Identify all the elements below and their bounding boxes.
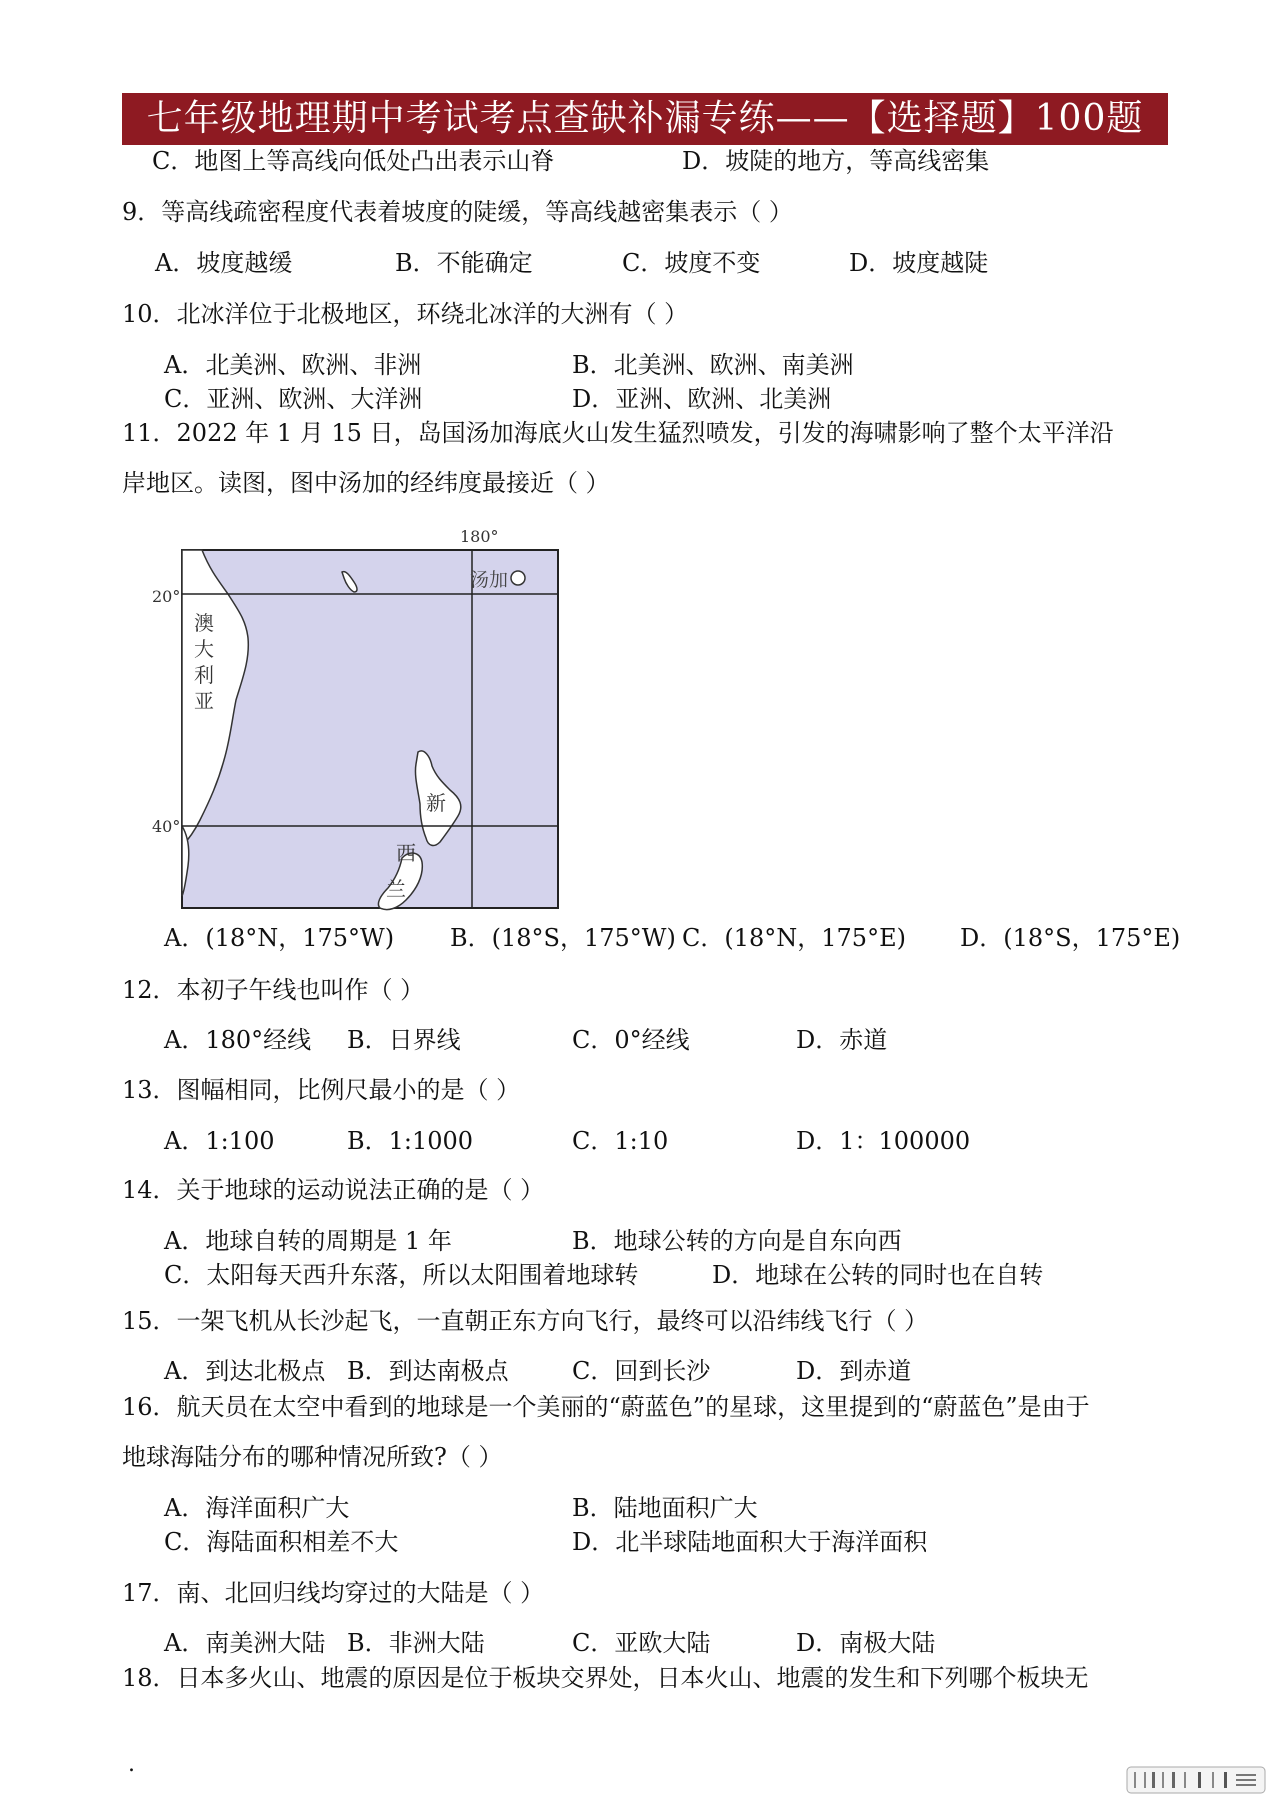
q12-option-a: A．180°经线 bbox=[164, 1026, 312, 1054]
label-australia-1: 澳 bbox=[194, 611, 214, 635]
q17-option-d: D．南极大陆 bbox=[796, 1629, 936, 1657]
tonga-island-marker bbox=[511, 571, 525, 585]
q16-option-a: A．海洋面积广大 bbox=[164, 1494, 350, 1522]
page-title-banner: 七年级地理期中考试考点查缺补漏专练——【选择题】100题 bbox=[122, 93, 1168, 145]
q15-option-c: C．回到长沙 bbox=[572, 1357, 711, 1385]
q10-option-c: C．亚洲、欧洲、大洋洲 bbox=[164, 385, 423, 413]
q17-option-b: B．非洲大陆 bbox=[347, 1629, 485, 1657]
q14-option-c: C．太阳每天西升东落，所以太阳围着地球转 bbox=[164, 1261, 639, 1289]
label-20: 20° bbox=[152, 587, 181, 606]
label-40: 40° bbox=[152, 817, 181, 836]
q13-option-c: C．1:10 bbox=[572, 1127, 669, 1155]
label-new-zealand-3: 兰 bbox=[386, 877, 406, 901]
q10-option-a: A．北美洲、欧洲、非洲 bbox=[164, 351, 422, 379]
label-australia-4: 亚 bbox=[194, 689, 214, 713]
q11-option-c: C．(18°N，175°E) bbox=[682, 924, 906, 952]
q16-stem-line2: 地球海陆分布的哪种情况所致?（ ） bbox=[122, 1443, 503, 1471]
q16-option-b: B．陆地面积广大 bbox=[572, 1494, 758, 1522]
q10-option-d: D．亚洲、欧洲、北美洲 bbox=[572, 385, 832, 413]
q13-stem: 13．图幅相同，比例尺最小的是（ ） bbox=[122, 1076, 521, 1104]
q10-option-b: B．北美洲、欧洲、南美洲 bbox=[572, 351, 854, 379]
q13-option-a: A．1:100 bbox=[164, 1127, 275, 1155]
q17-stem: 17．南、北回归线均穿过的大陆是（ ） bbox=[122, 1579, 545, 1607]
q17-option-a: A．南美洲大陆 bbox=[164, 1629, 326, 1657]
q9-option-b: B．不能确定 bbox=[395, 249, 533, 277]
label-180: 180° bbox=[460, 527, 499, 546]
q15-option-b: B．到达南极点 bbox=[347, 1357, 509, 1385]
q9-stem: 9．等高线疏密程度代表着坡度的陡缓，等高线越密集表示（ ） bbox=[122, 198, 793, 226]
map-ocean bbox=[182, 550, 558, 908]
label-new-zealand-1: 新 bbox=[426, 791, 446, 815]
footer-dot: . bbox=[128, 1752, 135, 1777]
q15-option-d: D．到赤道 bbox=[796, 1357, 912, 1385]
q18-stem: 18．日本多火山、地震的原因是位于板块交界处，日本火山、地震的发生和下列哪个板块无 bbox=[122, 1664, 1089, 1692]
q9-option-a: A．坡度越缓 bbox=[155, 249, 293, 277]
tonga-location-map bbox=[150, 520, 570, 920]
page-scroll-indicator-icon[interactable] bbox=[1126, 1766, 1266, 1794]
q9-option-d: D．坡度越陡 bbox=[849, 249, 989, 277]
q8-option-c: C．地图上等高线向低处凸出表示山脊 bbox=[152, 147, 555, 175]
q15-stem: 15．一架飞机从长沙起飞，一直朝正东方向飞行，最终可以沿纬线飞行（ ） bbox=[122, 1307, 929, 1335]
q11-stem-line2: 岸地区。读图，图中汤加的经纬度最接近（ ） bbox=[122, 469, 610, 497]
q13-option-b: B．1:1000 bbox=[347, 1127, 474, 1155]
q14-stem: 14．关于地球的运动说法正确的是（ ） bbox=[122, 1176, 545, 1204]
q15-option-a: A．到达北极点 bbox=[164, 1357, 326, 1385]
label-australia-2: 大 bbox=[194, 637, 214, 661]
q14-option-a: A．地球自转的周期是 1 年 bbox=[164, 1227, 452, 1255]
q13-option-d: D．1：100000 bbox=[796, 1127, 971, 1155]
q17-option-c: C．亚欧大陆 bbox=[572, 1629, 711, 1657]
q12-option-d: D．赤道 bbox=[796, 1026, 888, 1054]
q11-option-b: B．(18°S，175°W) bbox=[450, 924, 676, 952]
q8-option-d: D．坡陡的地方，等高线密集 bbox=[682, 147, 990, 175]
label-australia-3: 利 bbox=[194, 663, 214, 687]
q12-stem: 12．本初子午线也叫作（ ） bbox=[122, 976, 425, 1004]
q11-option-d: D．(18°S，175°E) bbox=[960, 924, 1181, 952]
q10-stem: 10．北冰洋位于北极地区，环绕北冰洋的大洲有（ ） bbox=[122, 300, 689, 328]
q14-option-b: B．地球公转的方向是自东向西 bbox=[572, 1227, 902, 1255]
q12-option-b: B．日界线 bbox=[347, 1026, 461, 1054]
q14-option-d: D．地球在公转的同时也在自转 bbox=[712, 1261, 1044, 1289]
label-new-zealand-2: 西 bbox=[396, 841, 416, 865]
q9-option-c: C．坡度不变 bbox=[622, 249, 761, 277]
q11-stem-line1: 11．2022 年 1 月 15 日，岛国汤加海底火山发生猛烈喷发，引发的海啸影响了整个太平洋沿 bbox=[122, 419, 1114, 447]
q16-option-d: D．北半球陆地面积大于海洋面积 bbox=[572, 1528, 928, 1556]
q16-stem-line1: 16．航天员在太空中看到的地球是一个美丽的“蔚蓝色”的星球，这里提到的“蔚蓝色”是由于 bbox=[122, 1393, 1090, 1421]
q11-option-a: A．(18°N，175°W) bbox=[164, 924, 395, 952]
q12-option-c: C．0°经线 bbox=[572, 1026, 690, 1054]
q16-option-c: C．海陆面积相差不大 bbox=[164, 1528, 399, 1556]
label-tonga: 汤加 bbox=[470, 569, 509, 591]
